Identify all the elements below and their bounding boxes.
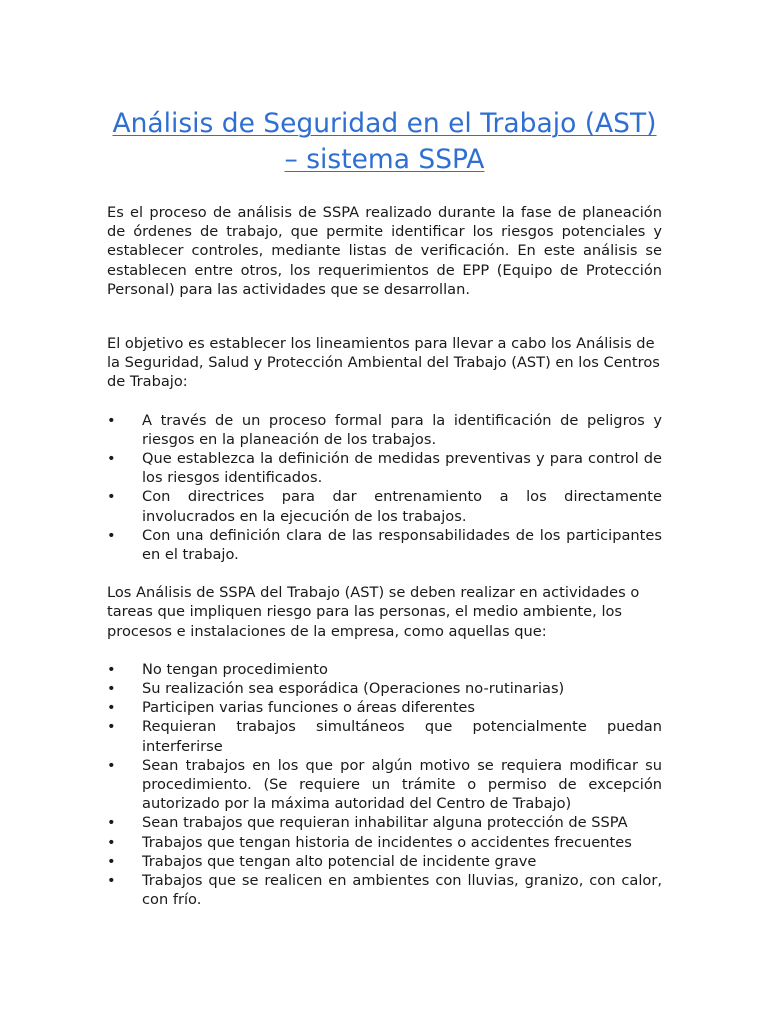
list-item: • Su realización sea esporádica (Operaciones no-rutinarias) [107, 680, 565, 698]
bullet-icon: • [107, 814, 116, 832]
list-item: • Trabajos que tengan alto potencial de incidente grave [107, 852, 537, 870]
document-title-link[interactable]: Análisis de Seguridad en el Trabajo (AST) – sistema SSPA [112, 108, 657, 175]
bullet-icon: • [107, 852, 116, 870]
bullet-icon: • [107, 680, 116, 698]
list-item: • Que establezca la definición de medidas preventivas y para control de los riesgos identificados. [107, 450, 662, 487]
objective-paragraph: El objetivo es establecer los lineamientos para llevar a cabo los Análisis de la Seguridad, Salud y Protección Ambiental del Trabajo (AST) en los Centros de Trabajo: [107, 335, 660, 391]
bullet-icon: • [107, 699, 116, 717]
list-item: • Con una definición clara de las responsabilidades de los participantes en el trabajo. [107, 526, 662, 564]
list-item: • No tengan procedimiento [107, 660, 328, 678]
list-item: • Participen varias funciones o áreas diferentes [107, 699, 476, 717]
spacer [107, 641, 662, 660]
objective-list [107, 411, 662, 565]
bullet-icon: • [107, 833, 116, 851]
list-item: • Trabajos que se realicen en ambientes con lluvias, granizo, con calor, con frío. [107, 872, 662, 909]
bullet-icon: • [107, 872, 116, 890]
bullet-icon: • [107, 450, 116, 468]
list-item: • Sean trabajos que requieran inhabilitar alguna protección de SSPA [107, 814, 628, 832]
bullet-icon: • [107, 526, 116, 544]
list-item: • Trabajos que tengan historia de incidentes o accidentes frecuentes [107, 833, 632, 851]
list-item: • Requieran trabajos simultáneos que potencialmente puedan interferirse [107, 718, 662, 755]
bullet-icon: • [107, 411, 116, 429]
spacer [107, 564, 662, 583]
spacer [107, 299, 662, 334]
document-page [107, 106, 662, 910]
conditions-list [107, 660, 662, 910]
bullet-icon: • [107, 718, 116, 736]
list-item: • A través de un proceso formal para la identificación de peligros y riesgos en la planeación de los trabajos. [107, 411, 662, 448]
bullet-icon: • [107, 660, 116, 678]
document-title [107, 106, 662, 178]
bullet-icon: • [107, 756, 116, 774]
bullet-icon: • [107, 488, 116, 506]
intro-paragraph: Es el proceso de análisis de SSPA realizado durante la fase de planeación de órdenes de trabajo, que permite identificar los riesgos potenciales y establecer controles, mediante listas de verificación. En este análisis se establecen entre otros, los requerimientos de EPP (Equipo de Protección Personal) para las actividades que se desarrollan. [107, 204, 662, 298]
list-item: • Con directrices para dar entrenamiento a los directamente involucrados en la ejecución de los trabajos. [107, 488, 662, 525]
spacer [107, 392, 662, 411]
list-item: • Sean trabajos en los que por algún motivo se requiera modificar su procedimiento. (Se requiere un trámite o permiso de excepción autorizado por la máxima autoridad del Centro de Trabajo) [107, 756, 662, 813]
conditions-paragraph: Los Análisis de SSPA del Trabajo (AST) se deben realizar en actividades o tareas que impliquen riesgo para las personas, el medio ambiente, los procesos e instalaciones de la empresa, como aquellas que: [107, 584, 640, 640]
